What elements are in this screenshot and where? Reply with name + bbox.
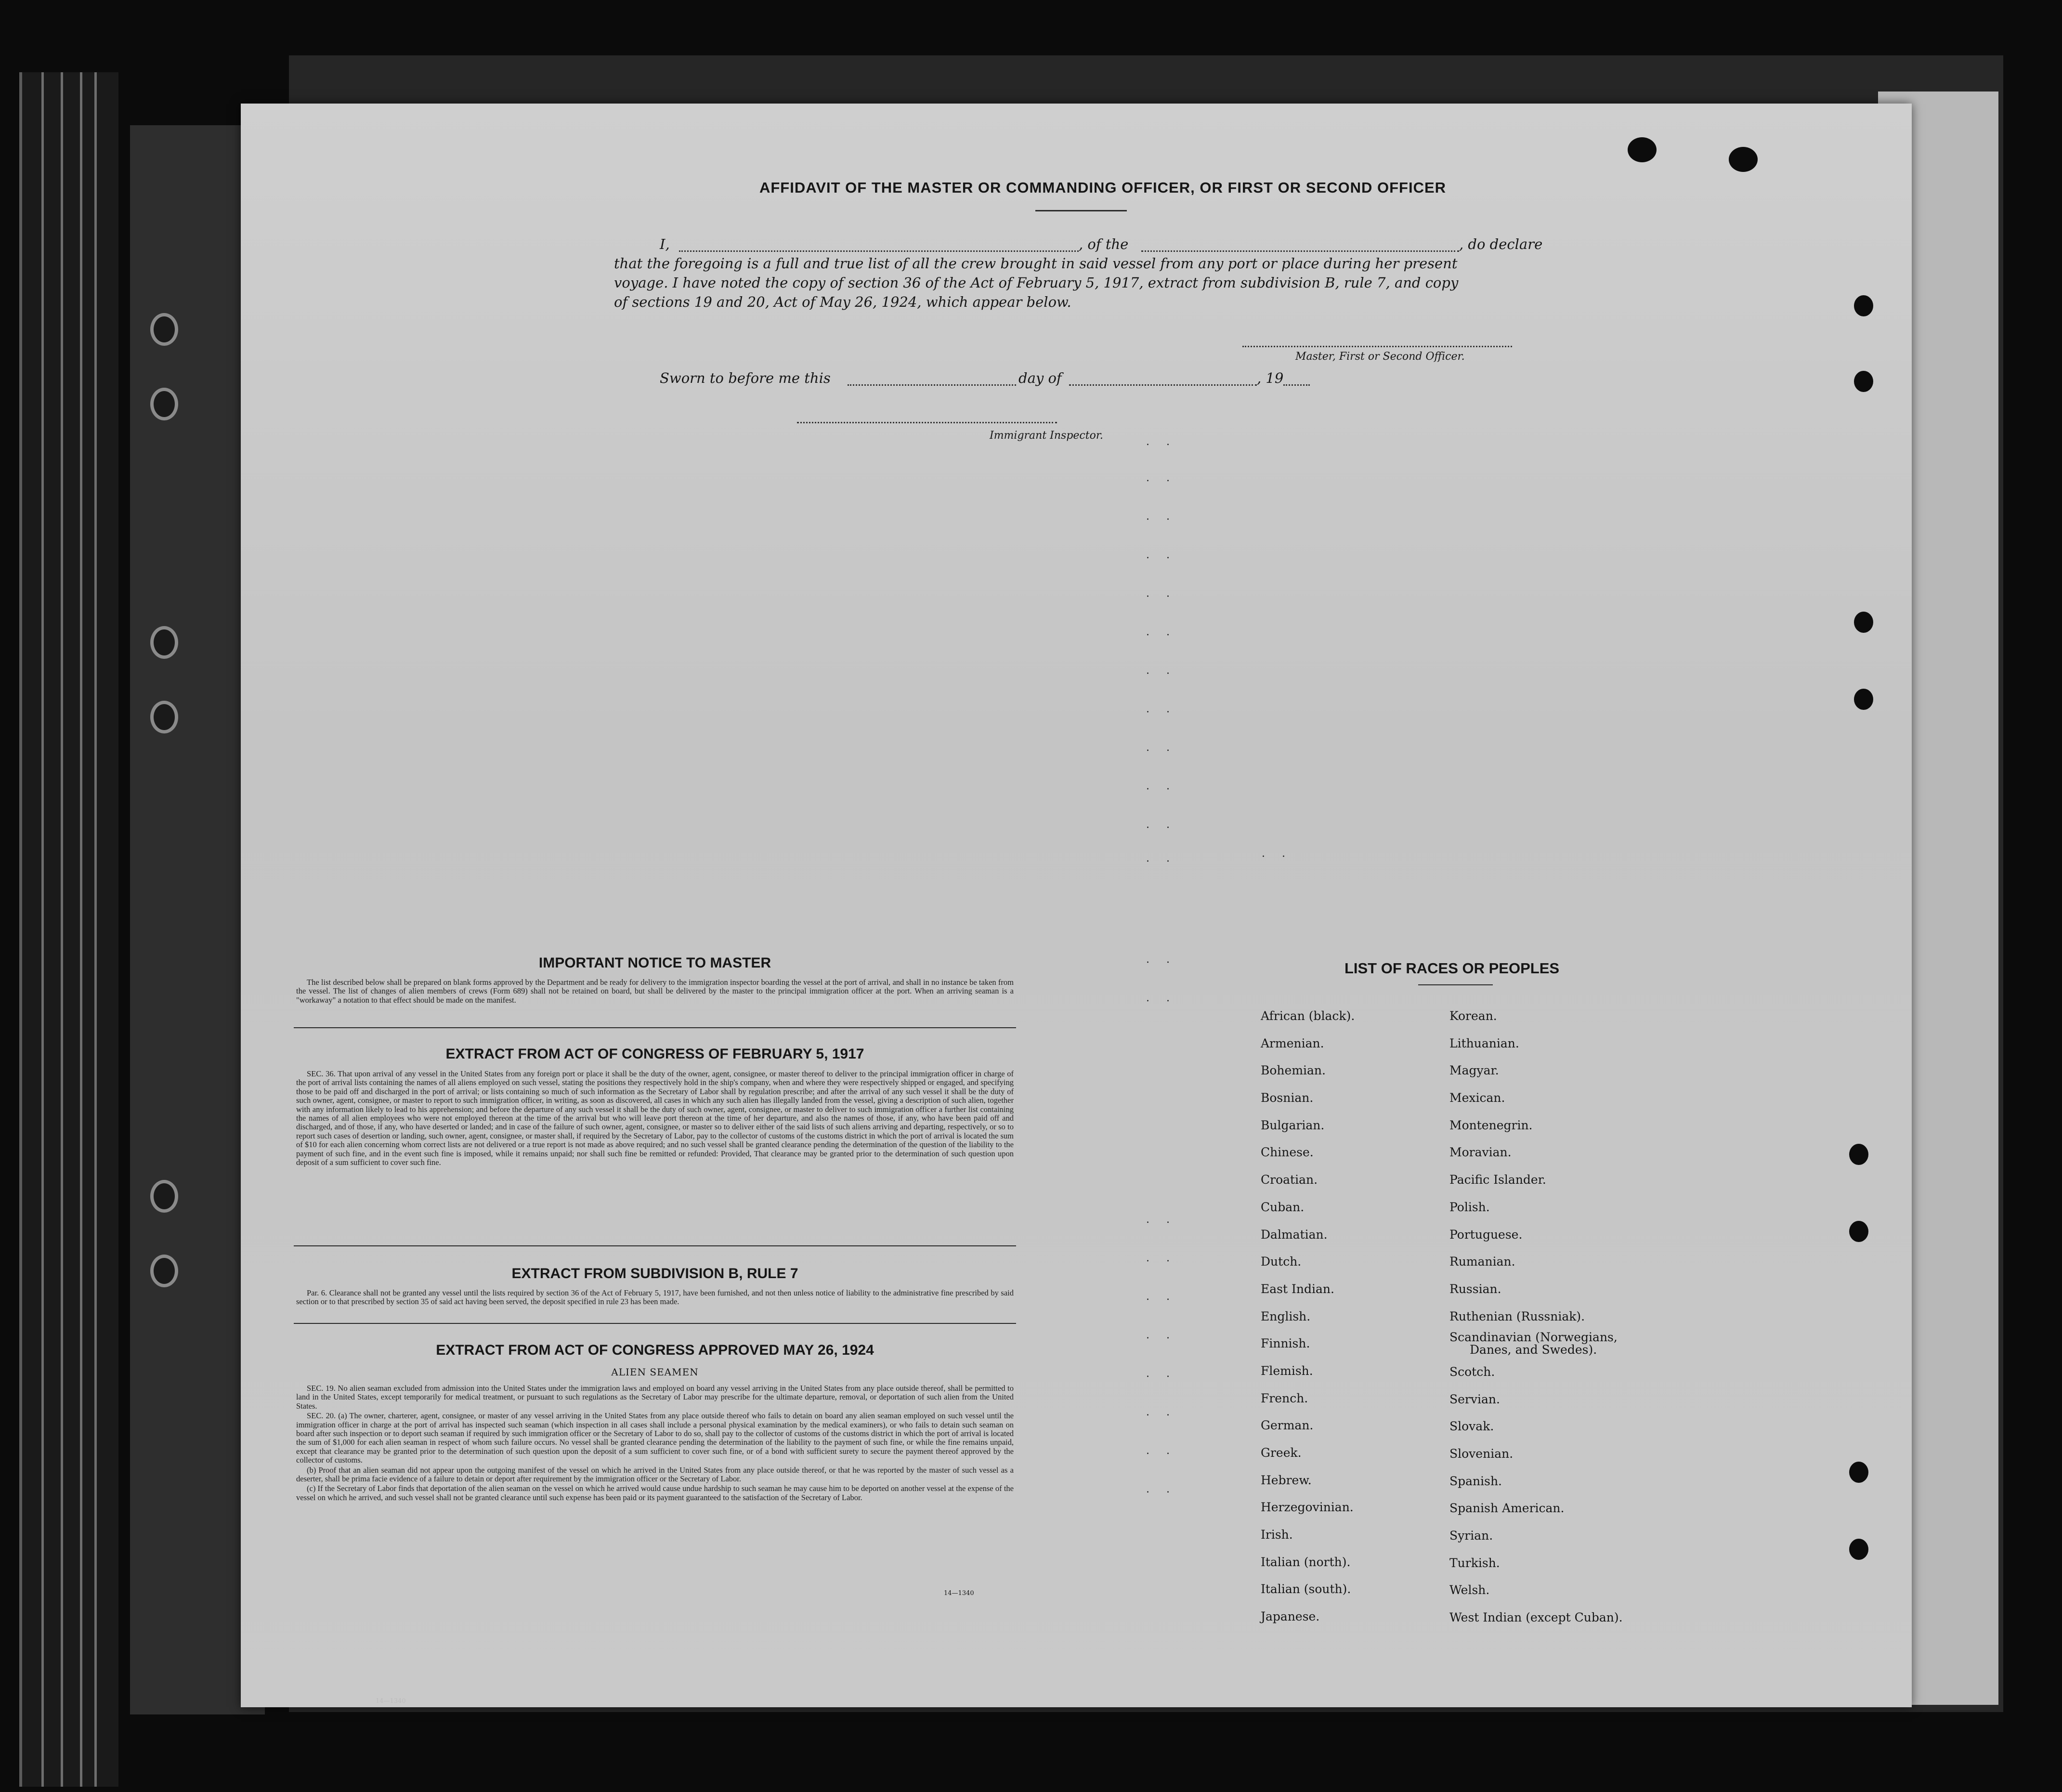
binder-strip — [19, 72, 118, 1787]
bleed-dots: . . — [1146, 510, 1176, 523]
sec-20a: SEC. 20. (a) The owner, charterer, agent, consignee, or master of any vessel arriving in the United States from any place outside thereof who fails to detain on board any alien seaman employed on such vessel until the immigration officer in charge at the port of arrival has inspected such seaman (which inspection in all cases shall include a personal physical examination by the medical examiners), or who fails to detain such seaman on board after such inspection or to deport such seaman if required by such immigration officer or the Secretary of Labor to do so, shall pay to the collector of customs of the customs district in which the port of arrival is located the sum of $1,000 for each alien seaman in respect of whom such failure occurs. No vessel shall be granted clearance pending the determination of the liability to the payment of such fine, or while the fine remains unpaid, except that clearance may be granted prior to the determination of such question upon the deposit of a sum sufficient to cover such fine, or of a bond with sufficient surety to secure the payment thereof approved by the collector of customs. — [296, 1411, 1014, 1465]
binder-ring-hole — [150, 313, 178, 346]
bleed-dots: . . — [1146, 472, 1176, 484]
bleed-dots: . . — [1146, 1329, 1176, 1341]
bleed-dots: . . — [1146, 1483, 1176, 1495]
race-item: Spanish. — [1449, 1474, 1502, 1488]
extract-1917-title: EXTRACT FROM ACT OF CONGRESS OF FEBRUARY 5, 1917 — [445, 1046, 864, 1062]
binder-ring-hole — [150, 1255, 178, 1287]
bleed-dots: . . — [1146, 1214, 1176, 1226]
title-rule — [1035, 210, 1127, 211]
race-item: Turkish. — [1449, 1556, 1500, 1570]
extract-1917-text: SEC. 36. That upon arrival of any vessel in the United States from any foreign port or place it shall be the duty of the owner, agent, consignee, or master thereof to deliver to the principal immigration officer in charge of the port of arrival lists containing the names of all aliens employed on such vessel, stating the positions they respectively hold in the ship's company, when and where they were respectively shipped or engaged, and specifying those to be paid off and discharged in the port of arrival; or lists containing so much of such information as the Secretary of Labor shall by regulation prescribe; and after the arrival of any such vessel it shall be the duty of such owner, agent, consignee, or master to report to such immigration officer, in writing, as soon as discovered, all cases in which any such alien has illegally landed from the vessel, giving a description of such alien, together with any information likely to lead to his apprehension; and before the departure of any such vessel it shall be the duty of such owner, agent, consignee, or master to deliver to such immigration officer a further list containing the names of all alien employees who were not employed thereon at the time of the arrival but who will leave port thereon at the time of her departure, and also the names of those, if any, who have been paid off and discharged, and of those, if any, who have deserted or landed; and in case of the failure of such owner, agent, consignee, or master so to deliver either of the said lists of such aliens arriving and departing, respectively, or so to report such cases of desertion or landing, such owner, agent, consignee, or master shall, if required by the Secretary of Labor, pay to the collector of customs of the customs district in which the port of arrival is located the sum of $10 for each alien concerning whom correct lists are not delivered or a true report is not made as above required; and no such vessel shall be granted clearance pending the determination of the question of the liability to the payment of such fine, and in the event such fine is imposed, while it remains unpaid; nor shall such fine be remitted or refunded: Provided, That clearance may be granted prior to the determination of such question upon deposit of a sum sufficient to cover such fine. — [296, 1069, 1014, 1167]
bleed-dots: . . — [1146, 703, 1176, 715]
sworn-day-blank — [848, 384, 1016, 386]
race-item: Dalmatian. — [1261, 1227, 1328, 1242]
race-item: Italian (north). — [1261, 1555, 1351, 1569]
punch-hole — [1628, 137, 1657, 162]
extract-1924-subtitle: ALIEN SEAMEN — [611, 1366, 699, 1378]
section-rule — [294, 1323, 1016, 1324]
race-item: Herzegovinian. — [1261, 1500, 1354, 1515]
bleed-dots: . . — [1146, 852, 1176, 864]
race-item: Armenian. — [1261, 1036, 1324, 1050]
bleed-dots: . . — [1146, 626, 1176, 638]
race-item: French. — [1261, 1391, 1308, 1405]
name-blank — [679, 250, 1079, 252]
punch-hole — [1729, 147, 1758, 172]
race-item-line: Scandinavian (Norwegians, — [1449, 1330, 1618, 1345]
races-right-column — [1449, 1003, 1623, 1632]
race-item: East Indian. — [1261, 1282, 1334, 1296]
race-item: Slovenian. — [1449, 1447, 1514, 1461]
race-item: Mexican. — [1449, 1091, 1505, 1105]
notice-text: The list described below shall be prepared on blank forms approved by the Department and be ready for delivery to the immigration inspector boarding the vessel at the port of arrival, and shall in no instance be taken from the vessel. The list of changes of alien members of crews (Form 689) shall not be retained on board, but shall be delivered by the master to the principal immigration officer at the port. When an arriving seaman is a "workaway" a notation to that effect should be made on the manifest. — [296, 978, 1014, 1005]
race-item: Montenegrin. — [1449, 1118, 1533, 1132]
sworn-year-blank — [1283, 384, 1310, 386]
punch-hole — [1849, 1539, 1868, 1560]
race-item: Dutch. — [1261, 1255, 1302, 1269]
races-title-rule — [1418, 984, 1493, 985]
race-item: Bulgarian. — [1261, 1118, 1325, 1132]
sworn-day-of: day of — [1018, 370, 1062, 386]
race-item: Syrian. — [1449, 1529, 1493, 1543]
extract-1924-title: EXTRACT FROM ACT OF CONGRESS APPROVED MAY 26, 1924 — [436, 1342, 874, 1358]
binder-ring-hole — [150, 388, 178, 420]
affidavit-declare: , do declare — [1459, 236, 1543, 252]
race-item: Italian (south). — [1261, 1582, 1351, 1596]
extract-rule7-text: Par. 6. Clearance shall not be granted any vessel until the lists required by section 36 of the Act of February 5, 1917, have been furnished, and not then unless notice of liability to the administrative fine prescribed by said section or to that prescribed by section 35 of said act having been served, the deposit specified in rule 23 has been made. — [296, 1288, 1014, 1307]
race-item: Japanese. — [1261, 1609, 1320, 1624]
sec-19: SEC. 19. No alien seaman excluded from admission into the United States under the immigration laws and employed on board any vessel arriving in the United States from any place outside thereof, shall be permitted to land in the United States, except temporarily for medical treatment, or pursuant to such regulations as the Secretary of Labor may prescribe for the ultimate departure, removal, or deportation of such alien from the United States. — [296, 1384, 1014, 1411]
affidavit-line-3: voyage. I have noted the copy of section 36 of the Act of February 5, 1917, extract from subdivision B, rule 7, and copy — [614, 275, 1459, 291]
inspector-signature-line — [797, 422, 1057, 423]
race-item: Korean. — [1449, 1009, 1497, 1023]
bleed-dots: . . — [1146, 780, 1176, 792]
extract-1924-text — [296, 1384, 1014, 1503]
race-item-line: Danes, and Swedes). — [1470, 1343, 1597, 1357]
race-item: Finnish. — [1261, 1336, 1310, 1351]
sworn-prefix: Sworn to before me this — [660, 370, 831, 386]
race-item: Ruthenian (Russniak). — [1449, 1309, 1585, 1323]
footer-form-number: 14—1340 — [376, 1698, 406, 1705]
race-item: Pacific Islander. — [1449, 1173, 1546, 1187]
binder-ring-hole — [150, 626, 178, 659]
form-number: 14—1340 — [944, 1590, 974, 1597]
race-item: Croatian. — [1261, 1173, 1318, 1187]
races-left-column — [1261, 1003, 1355, 1631]
bleed-dots: . . — [1146, 436, 1176, 448]
sworn-month-blank — [1069, 384, 1257, 386]
race-item: Spanish American. — [1449, 1501, 1565, 1516]
race-item: Servian. — [1449, 1392, 1500, 1406]
bleed-dots: . . — [1146, 1291, 1176, 1303]
race-item: English. — [1261, 1309, 1311, 1323]
section-rule — [294, 1027, 1016, 1028]
affidavit-i: I, — [660, 236, 670, 252]
race-item — [1449, 1330, 1623, 1359]
race-item: West Indian (except Cuban). — [1449, 1610, 1623, 1625]
notice-title: IMPORTANT NOTICE TO MASTER — [538, 955, 771, 971]
race-item: Portuguese. — [1449, 1227, 1523, 1242]
affidavit-line-2: that the foregoing is a full and true list of all the crew brought in said vessel from any port or place during her present — [614, 255, 1458, 272]
extract-rule7-title: EXTRACT FROM SUBDIVISION B, RULE 7 — [511, 1266, 798, 1282]
bleed-dots: . . — [1146, 992, 1176, 1004]
punch-hole — [1854, 689, 1873, 710]
race-item: Cuban. — [1261, 1200, 1305, 1214]
race-item: Magyar. — [1449, 1063, 1499, 1078]
section-rule — [294, 1245, 1016, 1246]
race-item: Bohemian. — [1261, 1063, 1326, 1078]
bleed-dots: . . — [1146, 1406, 1176, 1418]
bleed-dots: . . — [1262, 848, 1292, 860]
binder-ring-hole — [150, 1180, 178, 1213]
punch-hole — [1849, 1221, 1868, 1242]
bleed-dots: . . — [1146, 665, 1176, 677]
inspector-label: Immigrant Inspector. — [990, 430, 1103, 442]
sec-20b: (b) Proof that an alien seaman did not appear upon the outgoing manifest of the vessel on which he arrived in the United States from any place outside thereof, or that he was reported by the master of such vessel as a deserter, shall be prima facie evidence of a failure to detain or deport after requirement by the immigration officer or the Secretary of Labor. — [296, 1465, 1014, 1484]
bleed-dots: . . — [1146, 1252, 1176, 1264]
race-item: Scotch. — [1449, 1364, 1495, 1379]
punch-hole — [1854, 612, 1873, 633]
punch-hole — [1849, 1144, 1868, 1165]
race-item: Hebrew. — [1261, 1473, 1312, 1487]
punch-hole — [1854, 295, 1873, 316]
race-item: African (black). — [1261, 1009, 1355, 1023]
race-item: Lithuanian. — [1449, 1036, 1519, 1050]
race-item: Polish. — [1449, 1200, 1490, 1214]
bleed-dots: . . — [1146, 549, 1176, 561]
punch-hole — [1854, 371, 1873, 392]
race-item: Rumanian. — [1449, 1255, 1515, 1269]
bleed-dots: . . — [1146, 954, 1176, 966]
race-item: German. — [1261, 1418, 1314, 1433]
bleed-dots: . . — [1146, 1445, 1176, 1457]
race-item: Greek. — [1261, 1446, 1302, 1460]
race-item: Chinese. — [1261, 1145, 1314, 1160]
punch-hole — [1849, 1462, 1868, 1483]
affidavit-title: AFFIDAVIT OF THE MASTER OR COMMANDING OFFICER, OR FIRST OR SECOND OFFICER — [759, 179, 1447, 196]
race-item: Moravian. — [1449, 1145, 1512, 1160]
bleed-dots: . . — [1146, 819, 1176, 831]
race-item: Irish. — [1261, 1528, 1293, 1542]
race-item: Bosnian. — [1261, 1091, 1314, 1105]
binder-ring-hole — [150, 701, 178, 733]
race-item: Welsh. — [1449, 1583, 1490, 1597]
sec-20c: (c) If the Secretary of Labor finds that deportation of the alien seaman on the vessel on which he arrived would cause undue hardship to such seaman he may cause him to be deported on another vessel at the expense of the vessel on which he arrived, and such vessel shall not be granted clearance until such expense has been paid or its payment guaranteed to the satisfaction of the Secretary of Labor. — [296, 1484, 1014, 1502]
affidavit-of-the: , of the — [1079, 236, 1129, 252]
vessel-blank — [1141, 250, 1459, 252]
master-signature-line — [1242, 346, 1512, 347]
race-item: Russian. — [1449, 1282, 1501, 1296]
race-item: Slovak. — [1449, 1419, 1494, 1434]
affidavit-line-4: of sections 19 and 20, Act of May 26, 1924, which appear below. — [614, 294, 1071, 310]
races-title: LIST OF RACES OR PEOPLES — [1344, 960, 1560, 977]
sworn-year: , 19 — [1257, 370, 1284, 386]
master-signature-label: Master, First or Second Officer. — [1295, 351, 1465, 363]
bleed-dots: . . — [1146, 588, 1176, 600]
bleed-dots: . . — [1146, 742, 1176, 754]
bleed-dots: . . — [1146, 1368, 1176, 1380]
race-item: Flemish. — [1261, 1363, 1313, 1378]
